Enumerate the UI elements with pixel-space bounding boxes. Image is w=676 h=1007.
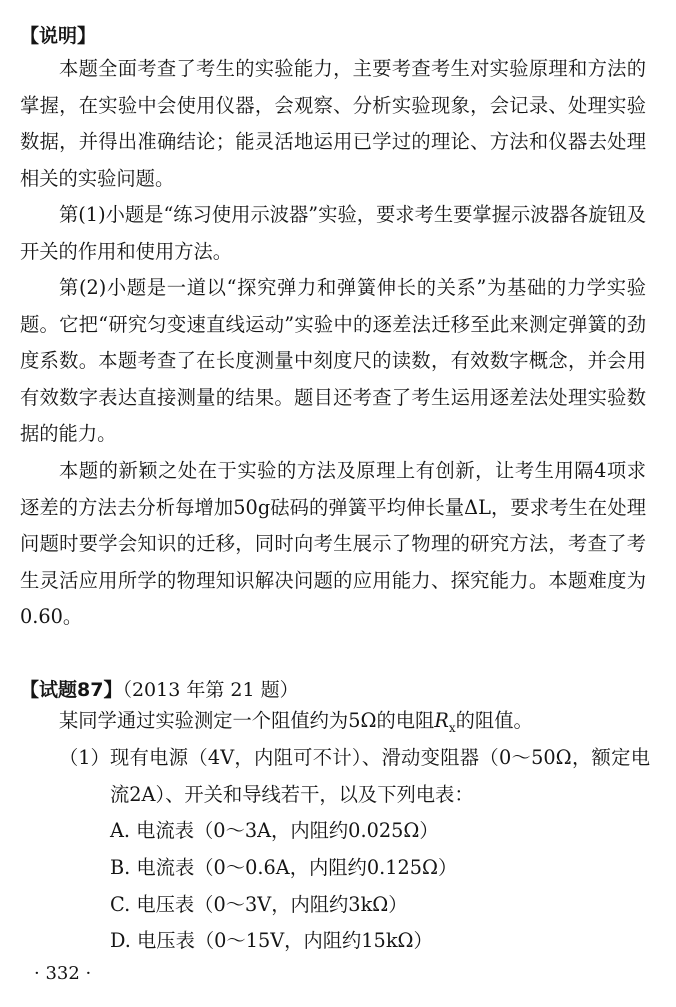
option-c: C. 电压表（0～3V，内阻约3kΩ） [110, 893, 408, 916]
page-number: · 332 · [34, 963, 92, 984]
explanation-paragraph-1: 本题全面考查了考生的实验能力，主要考查考生对实验原理和方法的掌握，在实验中会使用仪器，会观察、分析实验现象，会记录、处理实验数据，并得出准确结论；能灵活地运用已学过的理论、方法和仪器去处理相关的实验问题。 [20, 57, 646, 190]
resistor-subscript: x [448, 720, 456, 735]
explanation-heading-text: 【说明】 [20, 25, 97, 47]
explanation-heading [20, 24, 96, 48]
option-a: A. 电流表（0～3A，内阻约0.025Ω） [110, 819, 439, 842]
problem-intro-text: 某同学通过实验测定一个阻值约为5Ω的电阻 [59, 709, 435, 732]
problem-heading [20, 678, 299, 702]
part1-text: 现有电源（4V，内阻可不计）、滑动变阻器（0～50Ω，额定电流2A）、开关和导线若干，以及下列电表： [110, 746, 650, 806]
problem-number: 【试题87】 [20, 679, 123, 701]
problem-source: （2013 年第 21 题） [122, 679, 299, 701]
resistor-symbol: R [434, 709, 449, 732]
explanation-paragraph-3: 第(2)小题是一道以“探究弹力和弹簧伸长的关系”为基础的力学实验题。它把“研究匀变速直线运动”实验中的逐差法迁移至此来测定弹簧的劲度系数。本题考查了在长度测量中刻度尺的读数，有效数字概念，并会用有效数字表达直接测量的结果。题目还考查了考生运用逐差法处理实验数据的能力。 [20, 276, 646, 446]
option-d: D. 电压表（0～15V，内阻约15kΩ） [110, 929, 433, 952]
part1-label: （1） [59, 746, 110, 769]
problem-intro-end: 的阻值。 [455, 709, 533, 732]
option-b: B. 电流表（0～0.6A，内阻约0.125Ω） [110, 856, 458, 879]
explanation-paragraph-4: 本题的新颖之处在于实验的方法及原理上有创新，让考生用隔4项求逐差的方法去分析每增加50g砝码的弹簧平均伸长量ΔL，要求考生在处理问题时要学会知识的迁移，同时向考生展示了物理的研究方法，考查了考生灵活应用所学的物理知识解决问题的应用能力、探究能力。本题难度为0.60。 [20, 459, 646, 629]
explanation-paragraph-2: 第(1)小题是“练习使用示波器”实验，要求考生要掌握示波器各旋钮及开关的作用和使用方法。 [20, 203, 646, 263]
